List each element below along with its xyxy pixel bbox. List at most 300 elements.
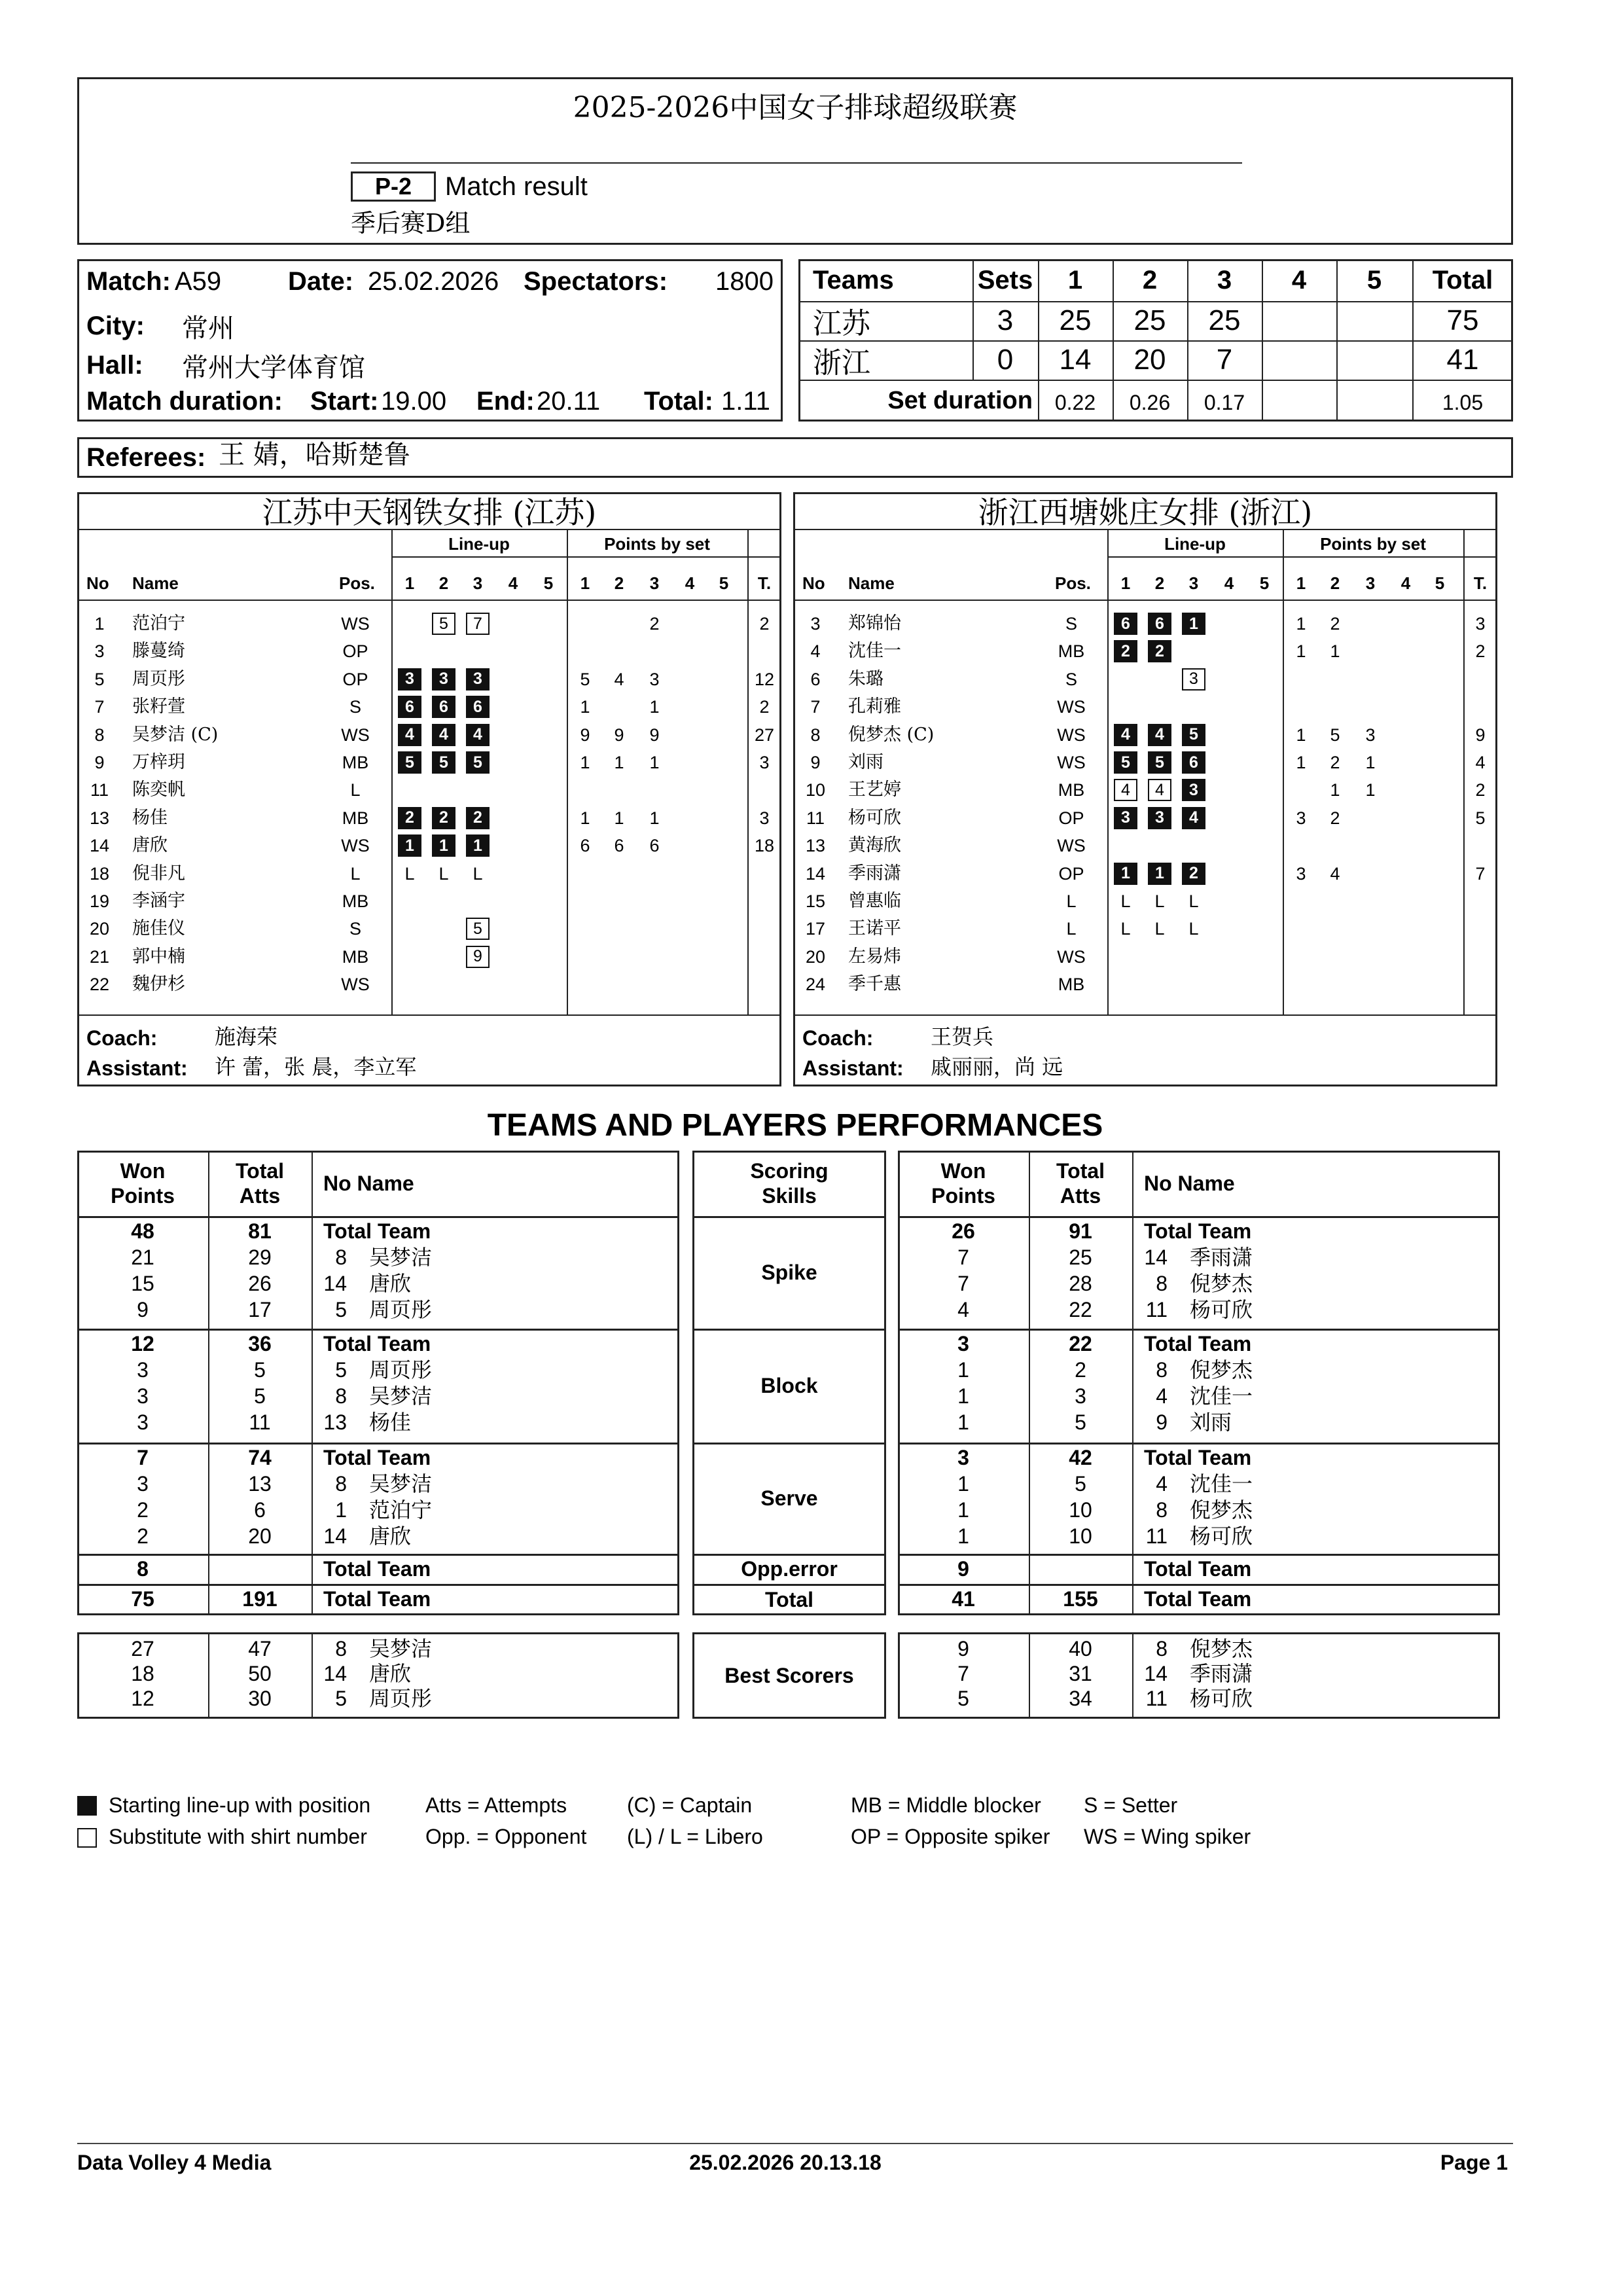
col-set: 2 [614,573,624,593]
coach-name: 施海荣 [215,1024,278,1049]
player-position: WS [341,725,370,745]
player-position: WS [341,836,370,856]
starting-position: 1 [1148,863,1171,885]
starting-position: 2 [1114,640,1137,662]
set-points: 1 [649,753,660,772]
col-set: 1 [580,573,590,593]
footer-rule [77,2143,1513,2144]
player-number: 8 [335,1246,347,1269]
won-points: 9 [137,1298,149,1321]
player-name: 范泊宁 [369,1498,433,1522]
perf-header: Won Points [931,1159,995,1208]
starting-position: 6 [398,696,421,718]
player-name: 朱璐 [848,668,883,689]
legend-substitute: Substitute with shirt number [109,1825,367,1848]
roster-line [567,529,568,1014]
player-name: 郑锦怡 [848,613,901,634]
col-set: 5 [543,573,554,593]
player-name: 唐欣 [369,1271,412,1296]
assistant-label: Assistant: [802,1056,904,1080]
set-points: 9 [580,725,590,745]
starting-position: 4 [1148,724,1171,746]
player-position: WS [1057,753,1086,772]
won-points: 15 [131,1272,154,1295]
total-attempts: 5 [254,1384,266,1408]
total-attempts: 26 [248,1272,272,1295]
player-number: 15 [805,891,826,911]
starting-position: 3 [432,668,455,691]
set-points: 9 [649,725,660,745]
player-position: L [1066,919,1077,939]
player-number: 5 [335,1687,347,1710]
roster-line [1107,529,1109,1014]
hall-label: Hall: [86,351,143,380]
player-name: 唐欣 [369,1661,412,1686]
set-duration [1262,380,1336,422]
team-name: 江苏 [813,307,870,340]
score-header: Teams [813,265,894,295]
libero-marker: L [404,863,415,884]
player-number: 9 [1156,1410,1168,1434]
player-position: MB [342,753,369,772]
libero-marker: L [1188,919,1199,939]
libero-marker: L [1120,919,1131,939]
player-name: 魏伊杉 [132,974,185,995]
won-points: 12 [131,1687,154,1710]
player-name: 季千惠 [848,974,901,995]
starting-position: 5 [1148,751,1171,774]
player-total: 3 [759,808,770,828]
substitute-number: 4 [1148,779,1171,801]
player-name: 孔莉雅 [848,696,901,717]
starting-position: 1 [432,834,455,857]
player-name: 杨可欣 [1190,1297,1253,1322]
player-position: L [1066,891,1077,911]
perf-line [77,1216,679,1218]
player-number: 19 [89,891,110,911]
assistant-label: Assistant: [86,1056,188,1080]
starting-position: 1 [1114,863,1137,885]
player-number: 20 [805,946,826,967]
total-attempts: 36 [248,1332,272,1355]
player-number: 11 [90,780,109,800]
team-total-label: Total Team [323,1332,431,1355]
total-attempts: 5 [1075,1410,1086,1434]
player-number: 13 [805,836,826,856]
player-name: 沈佳一 [1190,1471,1253,1496]
starting-position: 5 [1182,724,1205,746]
starting-position: 3 [1114,807,1137,829]
perf-header: Won Points [111,1159,175,1208]
coach-name: 王贺兵 [931,1024,994,1049]
match-info-line1 [86,264,776,298]
set-points: 3 [649,669,660,689]
total-attempts: 91 [1069,1219,1092,1243]
player-name: 左易炜 [848,946,901,967]
opp-error-label: Opp.error [741,1556,838,1581]
total-attempts: 3 [1075,1384,1086,1408]
col-set: 2 [438,573,449,593]
score-value: 20 [1133,344,1166,376]
won-points: 1 [957,1524,969,1548]
won-points: 7 [137,1446,149,1469]
player-number: 8 [810,725,821,745]
player-number: 22 [89,975,110,995]
col-set: 4 [1400,573,1411,593]
player-number: 7 [94,697,105,717]
player-position: L [350,780,361,800]
total-label: Total [764,1587,814,1611]
starting-position: 2 [1148,640,1171,662]
legend-s: S = Setter [1084,1793,1178,1817]
skill-label: Spike [761,1260,817,1284]
player-position: S [349,919,361,939]
player-name: 倪梦杰 [1190,1636,1253,1661]
date-value: 25.02.2026 [368,267,499,296]
player-number: 1 [335,1498,347,1522]
won-points: 75 [131,1587,154,1611]
won-points: 5 [957,1687,969,1710]
col-set: 1 [1120,573,1131,593]
player-number: 14 [323,1662,347,1685]
player-total: 2 [1475,780,1486,800]
player-name: 周页彤 [369,1686,433,1711]
set-points: 1 [1330,641,1340,662]
legend-opp: Opp. = Opponent [425,1825,587,1848]
won-points: 3 [957,1446,969,1469]
player-position: MB [1058,780,1085,800]
spectators-value: 1800 [715,267,774,296]
won-points: 4 [957,1298,969,1321]
player-name: 倪非凡 [132,863,185,884]
starting-position: 5 [398,751,421,774]
player-number: 4 [1156,1384,1168,1408]
spectators-label: Spectators: [524,267,668,296]
col-total: T. [757,573,772,593]
set-points: 1 [1330,780,1340,800]
score-header: 3 [1217,265,1232,295]
player-total: 7 [1475,863,1486,884]
player-number: 14 [1144,1246,1168,1269]
player-name: 曾惠临 [848,891,901,911]
player-number: 11 [1145,1298,1168,1321]
player-position: WS [1057,836,1086,856]
set-points: 1 [1365,753,1376,772]
total-attempts: 10 [1069,1524,1092,1548]
col-set: 1 [404,573,415,593]
player-name: 唐欣 [369,1524,412,1549]
col-name: Name [132,573,179,593]
set-points: 5 [580,669,590,689]
legend-atts: Atts = Attempts [425,1793,567,1817]
player-name: 季雨潇 [1190,1661,1253,1686]
roster-line [77,600,781,601]
end-label: End: [476,387,535,416]
set-points: 1 [580,753,590,772]
libero-marker: L [1120,891,1131,911]
player-total: 18 [754,836,775,856]
team-total-label: Total Team [1144,1446,1252,1469]
score-value: 14 [1059,344,1092,376]
libero-marker: L [473,863,483,884]
set-points: 1 [1296,614,1306,634]
won-points: 1 [957,1384,969,1408]
team-full-name: 江苏中天钢铁女排 (江苏) [262,495,597,530]
match-label: Match: [86,267,171,296]
starting-position: 2 [398,807,421,829]
player-name: 沈佳一 [1190,1384,1253,1408]
player-name: 周页彤 [369,1357,433,1382]
player-name: 沈佳一 [848,641,901,662]
starting-position: 6 [1114,613,1137,635]
player-name: 倪梦杰 [1190,1271,1253,1296]
player-number: 5 [335,1358,347,1382]
roster-line [77,1014,781,1016]
roster-line [793,529,1497,530]
set-duration: 0.17 [1204,390,1245,414]
total-attempts: 11 [249,1410,271,1434]
col-set: 4 [1224,573,1234,593]
total-attempts: 40 [1069,1637,1092,1660]
set-points: 9 [614,725,624,745]
perf-header: No Name [1144,1172,1235,1195]
team-total-label: Total Team [1144,1332,1252,1355]
legend-captain: (C) = Captain [627,1793,753,1817]
points-header: Points by set [1320,534,1426,554]
won-points: 48 [131,1219,154,1243]
score-value [1262,340,1336,380]
player-number: 13 [89,808,110,828]
player-name: 吴梦洁 (C) [132,724,219,745]
total-attempts: 10 [1069,1498,1092,1522]
substitute-number: 7 [466,613,490,635]
player-number: 6 [810,669,821,689]
referees-value: 王 婧，哈斯楚鲁 [219,440,410,470]
set-points: 1 [580,697,590,717]
footer-right: Page 1 [1440,2151,1508,2174]
player-number: 4 [1156,1472,1168,1496]
player-name: 郭中楠 [132,946,185,967]
col-set: 5 [1435,573,1445,593]
player-name: 刘雨 [848,752,883,772]
starting-position: 5 [466,751,490,774]
set-points: 1 [614,808,624,828]
won-points: 7 [957,1662,969,1685]
set-points: 1 [1296,753,1306,772]
won-points: 26 [952,1219,975,1243]
col-no: No [86,573,109,593]
starting-position: 6 [1182,751,1205,774]
starting-position: 4 [466,724,490,746]
score-value: 25 [1059,304,1092,336]
player-name: 王诺平 [848,918,901,939]
substitute-number: 9 [466,946,490,968]
libero-marker: L [1188,891,1199,911]
won-points: 7 [957,1272,969,1295]
set-points: 1 [649,808,660,828]
set-points: 6 [614,836,624,856]
starting-position: 6 [466,696,490,718]
player-total: 2 [759,697,770,717]
col-set: 5 [719,573,729,593]
team-total-label: Total Team [323,1446,431,1469]
player-name: 张籽萱 [132,696,185,717]
team-total-label: Total Team [1144,1587,1252,1611]
title-rule [351,162,1242,164]
player-number: 8 [335,1637,347,1660]
set-points: 3 [1296,808,1306,828]
player-number: 14 [805,863,826,884]
player-position: OP [1058,808,1084,828]
won-points: 2 [137,1498,149,1522]
total-attempts: 29 [248,1246,272,1269]
player-name: 周页彤 [132,668,185,689]
set-points: 4 [1330,863,1340,884]
score-value [1336,301,1412,340]
starting-position: 4 [432,724,455,746]
date-label: Date: [288,267,354,296]
won-points: 1 [957,1358,969,1382]
score-header: Total [1432,265,1493,295]
col-set: 4 [508,573,518,593]
player-name: 滕蔓绮 [132,641,185,662]
starting-position: 4 [1182,807,1205,829]
total-attempts: 6 [254,1498,266,1522]
player-position: L [350,863,361,884]
footer-center: 25.02.2026 20.13.18 [689,2151,882,2174]
player-total: 4 [1475,753,1486,772]
starting-position: 2 [1182,863,1205,885]
set-points: 1 [1296,725,1306,745]
legend-op: OP = Opposite spiker [851,1825,1050,1848]
starting-lineup-swatch [77,1796,97,1816]
roster-line [1107,556,1497,558]
perf-header: Scoring Skills [750,1159,829,1208]
won-points: 8 [137,1557,149,1581]
col-name: Name [848,573,895,593]
performance-title: TEAMS AND PLAYERS PERFORMANCES [487,1108,1103,1143]
player-total: 3 [1475,614,1486,634]
player-name: 吴梦洁 [369,1636,433,1661]
footer-left: Data Volley 4 Media [77,2151,272,2174]
assistant-names: 许 蕾，张 晨，李立军 [215,1054,417,1079]
total-attempts: 42 [1069,1446,1092,1469]
player-number: 4 [810,641,821,662]
player-position: WS [1057,725,1086,745]
perf-header: Total Atts [1056,1159,1105,1208]
col-set: 3 [1365,573,1376,593]
team-total-label: Total Team [323,1557,431,1581]
player-number: 14 [323,1272,347,1295]
total-attempts: 13 [248,1472,272,1496]
player-name: 黄海欣 [848,835,901,856]
total-attempts: 81 [248,1219,272,1243]
player-name: 刘雨 [1190,1410,1232,1435]
player-position: OP [1058,863,1084,884]
score-header: 4 [1291,265,1307,295]
total-attempts: 191 [242,1587,277,1611]
score-value: 75 [1446,304,1479,336]
won-points: 9 [957,1637,969,1660]
won-points: 21 [131,1246,154,1269]
perf-line [77,1329,679,1331]
player-number: 9 [810,753,821,772]
city-label: City: [86,312,145,340]
score-value: 25 [1133,304,1166,336]
skill-label: Serve [760,1486,818,1510]
total-attempts: 34 [1069,1687,1092,1710]
team-full-name: 浙江西塘姚庄女排 (浙江) [978,495,1313,530]
starting-position: 5 [1114,751,1137,774]
perf-line [898,1443,1500,1444]
player-name: 倪梦杰 [1190,1357,1253,1382]
total-attempts: 22 [1069,1332,1092,1355]
player-number: 5 [94,669,105,689]
starting-position: 6 [1148,613,1171,635]
player-position: MB [342,946,369,967]
starting-position: 2 [432,807,455,829]
set-points: 3 [1296,863,1306,884]
player-name: 吴梦洁 [369,1384,433,1408]
player-number: 24 [805,975,826,995]
set-duration: 1.05 [1442,390,1484,414]
team-total-label: Total Team [323,1219,431,1243]
perf-line [898,1329,1500,1331]
legend-mb: MB = Middle blocker [851,1793,1041,1817]
player-number: 8 [1156,1272,1168,1295]
starting-position: 1 [1182,613,1205,635]
legend-libero: (L) / L = Libero [627,1825,763,1848]
won-points: 18 [131,1662,154,1685]
set-duration-label: Set duration [887,386,1033,414]
starting-position: 1 [466,834,490,857]
duration-label: Match duration: [86,387,283,416]
perf-header: No Name [323,1172,414,1195]
start-label: Start: [310,387,379,416]
player-number: 20 [89,919,110,939]
won-points: 7 [957,1246,969,1269]
total-attempts: 25 [1069,1246,1092,1269]
starting-position: 1 [398,834,421,857]
total-attempts: 31 [1069,1662,1092,1685]
won-points: 3 [137,1472,149,1496]
player-name: 陈奕帆 [132,780,185,800]
total-attempts: 30 [248,1687,272,1710]
player-name: 倪梦杰 (C) [848,724,935,745]
won-points: 3 [137,1384,149,1408]
player-total: 2 [759,614,770,634]
score-value: 7 [1216,344,1233,376]
won-points: 12 [131,1332,154,1355]
set-points: 6 [580,836,590,856]
col-total: T. [1473,573,1488,593]
set-points: 1 [1296,641,1306,662]
total-attempts: 50 [248,1662,272,1685]
total-value: 1.11 [721,387,770,416]
col-set: 5 [1259,573,1270,593]
player-number: 3 [810,614,821,634]
points-header: Points by set [604,534,710,554]
substitute-swatch [77,1828,97,1848]
roster-line [1283,529,1284,1014]
starting-position: 3 [398,668,421,691]
total-attempts: 20 [248,1524,272,1548]
duration-line [86,385,776,418]
starting-position: 3 [1148,807,1171,829]
player-position: S [349,697,361,717]
player-number: 11 [1145,1524,1168,1548]
set-points: 2 [1330,808,1340,828]
